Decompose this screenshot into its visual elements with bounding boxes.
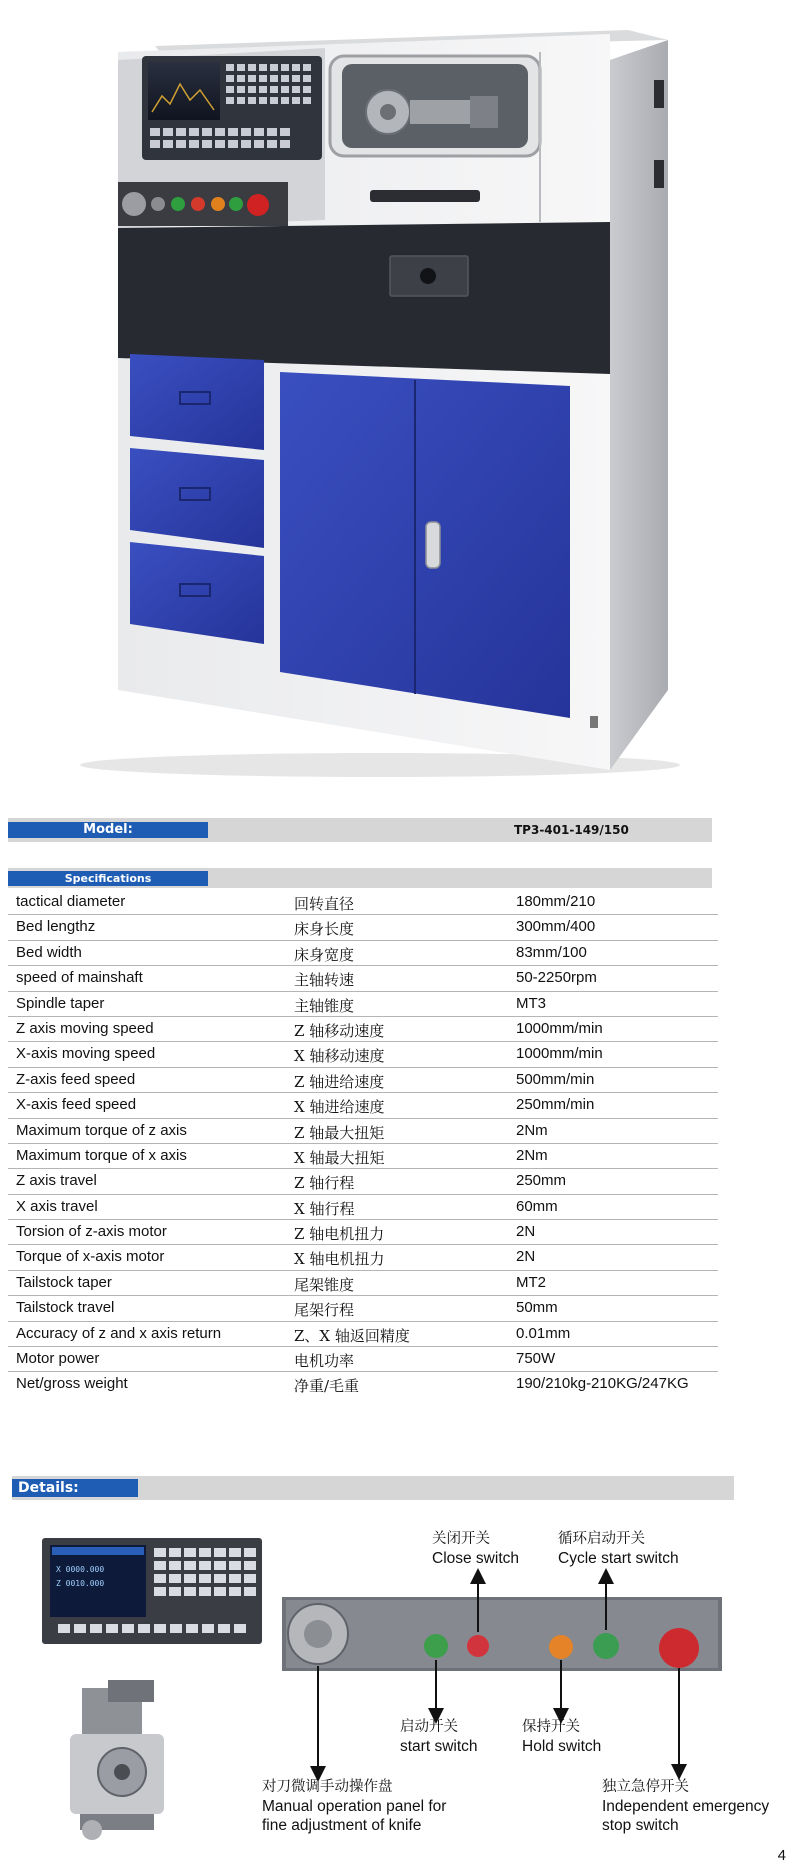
spec-name: tactical diameter xyxy=(16,893,126,910)
spec-value: 2Nm xyxy=(516,1146,548,1164)
spec-row xyxy=(8,1042,718,1067)
spec-value: 2N xyxy=(516,1248,536,1266)
spec-name: Torsion of z-axis motor xyxy=(16,1223,167,1241)
spec-name: Accuracy of z and x axis return xyxy=(16,1324,222,1342)
spec-row xyxy=(8,1169,718,1194)
spec-value: 50-2250rpm xyxy=(516,969,597,987)
spec-name: X-axis feed speed xyxy=(16,1096,137,1114)
spec-row xyxy=(8,915,718,940)
tool-post-closeup xyxy=(70,1680,164,1840)
spec-row xyxy=(8,1017,718,1042)
spec-name-cn: 床身长度 xyxy=(294,920,355,939)
details-label: Details: xyxy=(12,1479,138,1497)
cnc-lathe-illustration xyxy=(0,0,800,800)
spec-name-cn: Z 轴最大扭矩 xyxy=(294,1123,385,1142)
spec-row xyxy=(8,966,718,991)
spec-row xyxy=(8,1093,718,1118)
spec-name: Torque of x-axis motor xyxy=(16,1248,165,1266)
spec-value: 750W xyxy=(516,1350,556,1368)
spec-value: 1000mm/min xyxy=(516,1045,603,1063)
spec-row xyxy=(8,992,718,1017)
spec-value: 2Nm xyxy=(516,1121,548,1139)
spec-value: 60mm xyxy=(516,1197,558,1215)
spec-value: 0.01mm xyxy=(516,1324,571,1342)
spec-name: X-axis moving speed xyxy=(16,1045,156,1063)
spec-row xyxy=(8,1347,718,1372)
spec-row xyxy=(8,1245,718,1270)
callout-en: stop switch xyxy=(602,1817,679,1834)
cycle-start-button xyxy=(593,1633,619,1659)
callout-en: Manual operation panel for xyxy=(262,1798,447,1815)
spec-name: Maximum torque of x axis xyxy=(16,1146,187,1164)
spec-name: Tailstock travel xyxy=(16,1299,115,1317)
spec-name-cn: 净重/毛重 xyxy=(294,1377,360,1396)
close-button xyxy=(467,1635,489,1657)
spec-name: Z axis moving speed xyxy=(16,1019,154,1037)
model-value: TP3-401-149/150 xyxy=(514,823,629,837)
spec-name-cn: 电机功率 xyxy=(294,1352,355,1371)
spec-value: 190/210kg-210KG/247KG xyxy=(516,1375,689,1393)
spec-name: Bed width xyxy=(16,943,82,961)
callout-cn: 循环启动开关 xyxy=(558,1531,645,1547)
callout-cn: 保持开关 xyxy=(522,1719,580,1735)
spec-value: 180mm/210 xyxy=(516,893,596,910)
callout-start-switch xyxy=(400,1718,478,1756)
spec-row xyxy=(8,1068,718,1093)
spec-name-cn: X 轴移动速度 xyxy=(294,1047,385,1066)
spec-row xyxy=(8,1220,718,1245)
spec-name: Spindle taper xyxy=(16,994,105,1012)
model-label: Model: xyxy=(8,822,208,838)
callout-en: Independent emergency xyxy=(602,1798,770,1815)
spec-name-cn: 床身宽度 xyxy=(294,945,355,964)
callout-en: Close switch xyxy=(432,1550,519,1567)
spec-name-cn: 尾架锥度 xyxy=(294,1275,355,1294)
spec-row xyxy=(8,890,718,915)
spec-name: Maximum torque of z axis xyxy=(16,1121,187,1139)
callout-cn: 关闭开关 xyxy=(432,1531,490,1547)
spec-name: Net/gross weight xyxy=(16,1375,128,1393)
spec-row xyxy=(8,1144,718,1169)
spec-name-cn: X 轴进给速度 xyxy=(294,1098,385,1117)
spec-name: Z axis travel xyxy=(16,1172,97,1190)
spec-name-cn: 主轴锥度 xyxy=(294,996,355,1015)
specifications-table xyxy=(8,890,718,1398)
svg-text:X 0000.000: X 0000.000 xyxy=(56,1565,105,1574)
spec-row xyxy=(8,1271,718,1296)
door-handle xyxy=(370,190,480,202)
spec-name-cn: 尾架行程 xyxy=(294,1301,355,1320)
callout-en: Hold switch xyxy=(522,1738,602,1755)
hold-button xyxy=(549,1635,573,1659)
start-button xyxy=(424,1634,448,1658)
spec-row xyxy=(8,1296,718,1321)
details-bar xyxy=(12,1476,734,1500)
specifications-label: Specifications xyxy=(8,871,208,886)
callout-en: fine adjustment of knife xyxy=(262,1817,422,1834)
spec-name: Z-axis feed speed xyxy=(16,1070,136,1088)
callout-cn: 启动开关 xyxy=(400,1719,458,1735)
bed-band xyxy=(118,222,610,374)
spec-name: Bed lengthz xyxy=(16,918,96,936)
spec-value: 83mm/100 xyxy=(516,943,587,961)
side-panel xyxy=(610,40,668,770)
svg-text:Z 0010.000: Z 0010.000 xyxy=(56,1579,105,1588)
callout-manual-panel xyxy=(262,1778,446,1835)
spec-row xyxy=(8,1322,718,1347)
callout-en: Cycle start switch xyxy=(558,1550,679,1567)
spec-name-cn: 主轴转速 xyxy=(294,971,355,990)
spec-value: 2N xyxy=(516,1223,536,1241)
spec-name: speed of mainshaft xyxy=(16,969,143,987)
spec-name: Tailstock taper xyxy=(16,1273,112,1291)
callout-cycle-start-switch xyxy=(558,1530,679,1568)
callout-emergency-stop xyxy=(602,1778,769,1835)
spec-value: 1000mm/min xyxy=(516,1019,603,1037)
spec-name-cn: Z 轴进给速度 xyxy=(294,1072,385,1091)
specifications-bar xyxy=(8,868,712,888)
spec-row xyxy=(8,1119,718,1144)
spec-name-cn: Z 轴移动速度 xyxy=(294,1021,385,1040)
spec-name: Motor power xyxy=(16,1350,100,1368)
spec-name-cn: Z 轴行程 xyxy=(294,1174,355,1193)
spec-value: MT3 xyxy=(516,994,546,1012)
callout-close-switch xyxy=(432,1530,519,1568)
callout-cn: 对刀微调手动操作盘 xyxy=(262,1779,393,1795)
spec-name-cn: X 轴行程 xyxy=(294,1199,355,1218)
callout-en: start switch xyxy=(400,1738,478,1755)
spec-value: 50mm xyxy=(516,1299,558,1317)
model-bar xyxy=(8,818,712,842)
spec-row xyxy=(8,1372,718,1397)
spec-name-cn: X 轴电机扭力 xyxy=(294,1250,385,1269)
switch-strip xyxy=(282,1597,722,1671)
spec-row xyxy=(8,941,718,966)
spec-name: X axis travel xyxy=(16,1197,98,1215)
spec-value: 250mm/min xyxy=(516,1096,595,1114)
spec-name-cn: Z、X 轴返回精度 xyxy=(294,1326,410,1345)
spec-value: 250mm xyxy=(516,1172,567,1190)
controller-closeup xyxy=(42,1538,262,1644)
page-number: 4 xyxy=(777,1847,786,1864)
cabinet-doors xyxy=(280,372,570,718)
spec-name-cn: 回转直径 xyxy=(294,895,355,913)
spec-name-cn: Z 轴电机扭力 xyxy=(294,1225,385,1244)
callout-hold-switch xyxy=(522,1718,601,1756)
spec-row xyxy=(8,1195,718,1220)
emergency-stop-button xyxy=(659,1628,699,1668)
spec-name-cn: X 轴最大扭矩 xyxy=(294,1148,385,1167)
callout-cn: 独立急停开关 xyxy=(602,1779,689,1795)
spec-value: 300mm/400 xyxy=(516,918,596,936)
spec-value: MT2 xyxy=(516,1273,546,1291)
drawers xyxy=(130,354,264,644)
spec-value: 500mm/min xyxy=(516,1070,595,1088)
